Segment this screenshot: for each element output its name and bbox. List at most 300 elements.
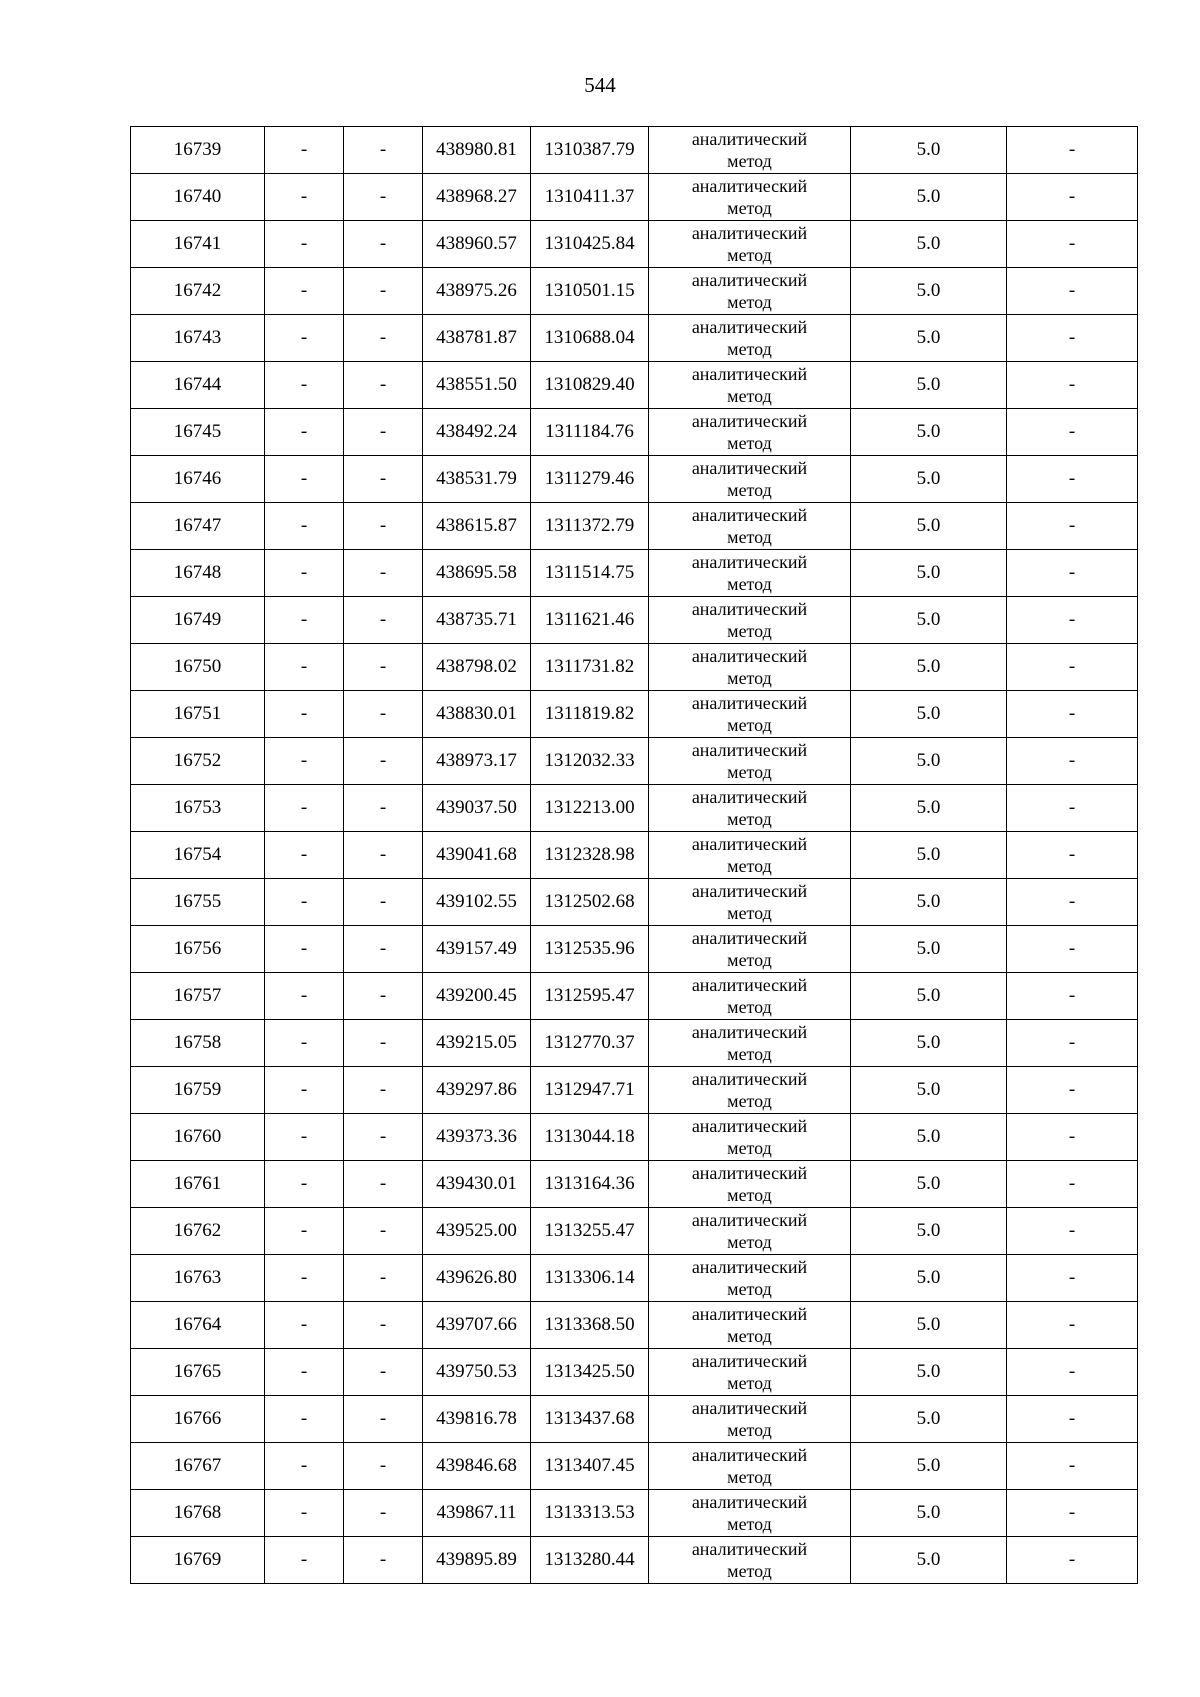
x-coordinate-cell: 438735.71 [423,597,531,644]
method-cell [649,1161,851,1208]
empty-cell-col8: - [1007,127,1138,174]
method-line-2: метод [727,1514,772,1534]
table-body [131,127,1138,1584]
method-line-2: метод [727,1044,772,1064]
x-coordinate-cell: 439430.01 [423,1161,531,1208]
method-line-2: метод [727,480,772,500]
table-row [131,1537,1138,1584]
empty-cell-col3: - [344,738,423,785]
x-coordinate-cell: 438798.02 [423,644,531,691]
point-number-cell: 16756 [131,926,265,973]
method-line-1: аналитический [691,552,808,572]
y-coordinate-cell: 1313044.18 [531,1114,649,1161]
y-coordinate-cell: 1310425.84 [531,221,649,268]
empty-cell-col3: - [344,832,423,879]
empty-cell-col2: - [265,644,344,691]
method-line-2: метод [727,1185,772,1205]
method-line-1: аналитический [691,1069,808,1089]
empty-cell-col2: - [265,785,344,832]
accuracy-cell: 5.0 [851,174,1007,221]
empty-cell-col2: - [265,738,344,785]
x-coordinate-cell: 438781.87 [423,315,531,362]
empty-cell-col8: - [1007,597,1138,644]
method-line-2: метод [727,1279,772,1299]
table-row [131,597,1138,644]
method-line-1: аналитический [691,646,808,666]
table-row [131,1396,1138,1443]
method-cell [649,268,851,315]
y-coordinate-cell: 1313368.50 [531,1302,649,1349]
y-coordinate-cell: 1310501.15 [531,268,649,315]
method-line-2: метод [727,1420,772,1440]
point-number-cell: 16754 [131,832,265,879]
method-line-2: метод [727,997,772,1017]
empty-cell-col3: - [344,315,423,362]
empty-cell-col3: - [344,268,423,315]
empty-cell-col2: - [265,1349,344,1396]
method-line-1: аналитический [691,740,808,760]
method-line-1: аналитический [691,1539,808,1559]
empty-cell-col3: - [344,1349,423,1396]
empty-cell-col8: - [1007,362,1138,409]
table-row [131,1255,1138,1302]
empty-cell-col3: - [344,550,423,597]
empty-cell-col3: - [344,691,423,738]
x-coordinate-cell: 439157.49 [423,926,531,973]
method-line-1: аналитический [691,505,808,525]
empty-cell-col3: - [344,127,423,174]
empty-cell-col3: - [344,597,423,644]
method-cell [649,315,851,362]
table-row [131,315,1138,362]
method-line-1: аналитический [691,1445,808,1465]
y-coordinate-cell: 1312770.37 [531,1020,649,1067]
empty-cell-col2: - [265,127,344,174]
empty-cell-col8: - [1007,315,1138,362]
y-coordinate-cell: 1313425.50 [531,1349,649,1396]
method-line-2: метод [727,856,772,876]
method-line-1: аналитический [691,129,808,149]
empty-cell-col2: - [265,1255,344,1302]
y-coordinate-cell: 1313437.68 [531,1396,649,1443]
table-row [131,1490,1138,1537]
point-number-cell: 16760 [131,1114,265,1161]
y-coordinate-cell: 1310688.04 [531,315,649,362]
empty-cell-col8: - [1007,1067,1138,1114]
empty-cell-col8: - [1007,1020,1138,1067]
accuracy-cell: 5.0 [851,1067,1007,1114]
point-number-cell: 16761 [131,1161,265,1208]
method-line-1: аналитический [691,1492,808,1512]
empty-cell-col3: - [344,1302,423,1349]
accuracy-cell: 5.0 [851,1114,1007,1161]
table-row [131,1349,1138,1396]
empty-cell-col8: - [1007,221,1138,268]
point-number-cell: 16753 [131,785,265,832]
method-line-1: аналитический [691,1257,808,1277]
table-row [131,1208,1138,1255]
method-cell [649,1443,851,1490]
method-line-1: аналитический [691,1210,808,1230]
method-line-2: метод [727,903,772,923]
method-cell [649,785,851,832]
x-coordinate-cell: 438973.17 [423,738,531,785]
table-row [131,268,1138,315]
point-number-cell: 16769 [131,1537,265,1584]
empty-cell-col8: - [1007,1114,1138,1161]
empty-cell-col3: - [344,644,423,691]
point-number-cell: 16747 [131,503,265,550]
method-line-2: метод [727,1138,772,1158]
empty-cell-col3: - [344,1443,423,1490]
empty-cell-col8: - [1007,1255,1138,1302]
method-line-2: метод [727,1373,772,1393]
accuracy-cell: 5.0 [851,221,1007,268]
empty-cell-col2: - [265,268,344,315]
empty-cell-col8: - [1007,973,1138,1020]
method-cell [649,1020,851,1067]
empty-cell-col3: - [344,1255,423,1302]
point-number-cell: 16739 [131,127,265,174]
method-line-2: метод [727,433,772,453]
method-line-1: аналитический [691,270,808,290]
method-line-2: метод [727,151,772,171]
accuracy-cell: 5.0 [851,1255,1007,1302]
empty-cell-col3: - [344,1208,423,1255]
empty-cell-col8: - [1007,691,1138,738]
table-row [131,1302,1138,1349]
point-number-cell: 16741 [131,221,265,268]
accuracy-cell: 5.0 [851,691,1007,738]
accuracy-cell: 5.0 [851,1020,1007,1067]
method-line-2: метод [727,950,772,970]
table-row [131,644,1138,691]
x-coordinate-cell: 439626.80 [423,1255,531,1302]
empty-cell-col3: - [344,221,423,268]
method-cell [649,409,851,456]
x-coordinate-cell: 438980.81 [423,127,531,174]
point-number-cell: 16742 [131,268,265,315]
accuracy-cell: 5.0 [851,1396,1007,1443]
x-coordinate-cell: 438975.26 [423,268,531,315]
method-line-2: метод [727,668,772,688]
y-coordinate-cell: 1311184.76 [531,409,649,456]
table-row [131,362,1138,409]
accuracy-cell: 5.0 [851,1443,1007,1490]
method-cell [649,1537,851,1584]
x-coordinate-cell: 439750.53 [423,1349,531,1396]
x-coordinate-cell: 439525.00 [423,1208,531,1255]
y-coordinate-cell: 1310387.79 [531,127,649,174]
x-coordinate-cell: 438695.58 [423,550,531,597]
point-number-cell: 16752 [131,738,265,785]
y-coordinate-cell: 1313164.36 [531,1161,649,1208]
point-number-cell: 16751 [131,691,265,738]
method-cell [649,879,851,926]
x-coordinate-cell: 439707.66 [423,1302,531,1349]
method-line-1: аналитический [691,787,808,807]
accuracy-cell: 5.0 [851,879,1007,926]
table-row [131,1443,1138,1490]
empty-cell-col3: - [344,456,423,503]
method-cell [649,644,851,691]
method-line-1: аналитический [691,599,808,619]
accuracy-cell: 5.0 [851,550,1007,597]
empty-cell-col2: - [265,1067,344,1114]
empty-cell-col8: - [1007,1490,1138,1537]
x-coordinate-cell: 438551.50 [423,362,531,409]
method-cell [649,1349,851,1396]
empty-cell-col3: - [344,362,423,409]
table-row [131,1020,1138,1067]
method-cell [649,597,851,644]
point-number-cell: 16763 [131,1255,265,1302]
point-number-cell: 16759 [131,1067,265,1114]
empty-cell-col8: - [1007,738,1138,785]
accuracy-cell: 5.0 [851,1208,1007,1255]
point-number-cell: 16745 [131,409,265,456]
method-line-1: аналитический [691,1163,808,1183]
table-row [131,1067,1138,1114]
accuracy-cell: 5.0 [851,644,1007,691]
table-row [131,926,1138,973]
x-coordinate-cell: 438830.01 [423,691,531,738]
accuracy-cell: 5.0 [851,738,1007,785]
y-coordinate-cell: 1313407.45 [531,1443,649,1490]
x-coordinate-cell: 438615.87 [423,503,531,550]
empty-cell-col3: - [344,973,423,1020]
accuracy-cell: 5.0 [851,315,1007,362]
y-coordinate-cell: 1313280.44 [531,1537,649,1584]
y-coordinate-cell: 1312947.71 [531,1067,649,1114]
empty-cell-col2: - [265,1490,344,1537]
method-cell [649,362,851,409]
method-line-2: метод [727,621,772,641]
x-coordinate-cell: 439215.05 [423,1020,531,1067]
y-coordinate-cell: 1312328.98 [531,832,649,879]
empty-cell-col8: - [1007,1208,1138,1255]
method-line-1: аналитический [691,928,808,948]
accuracy-cell: 5.0 [851,926,1007,973]
empty-cell-col3: - [344,785,423,832]
empty-cell-col2: - [265,973,344,1020]
method-line-1: аналитический [691,364,808,384]
point-number-cell: 16744 [131,362,265,409]
point-number-cell: 16758 [131,1020,265,1067]
empty-cell-col2: - [265,1537,344,1584]
method-line-2: метод [727,386,772,406]
empty-cell-col8: - [1007,1349,1138,1396]
method-cell [649,1255,851,1302]
method-line-1: аналитический [691,1022,808,1042]
empty-cell-col2: - [265,691,344,738]
method-line-1: аналитический [691,1116,808,1136]
empty-cell-col8: - [1007,409,1138,456]
method-line-2: метод [727,1326,772,1346]
method-line-2: метод [727,715,772,735]
y-coordinate-cell: 1312595.47 [531,973,649,1020]
table-row [131,691,1138,738]
y-coordinate-cell: 1312213.00 [531,785,649,832]
x-coordinate-cell: 439373.36 [423,1114,531,1161]
point-number-cell: 16743 [131,315,265,362]
method-line-2: метод [727,1561,772,1581]
method-cell [649,127,851,174]
empty-cell-col3: - [344,1396,423,1443]
accuracy-cell: 5.0 [851,597,1007,644]
table-row [131,832,1138,879]
empty-cell-col8: - [1007,644,1138,691]
empty-cell-col8: - [1007,550,1138,597]
method-line-1: аналитический [691,1398,808,1418]
table-row [131,221,1138,268]
y-coordinate-cell: 1311621.46 [531,597,649,644]
table-row [131,456,1138,503]
method-line-1: аналитический [691,693,808,713]
method-line-1: аналитический [691,176,808,196]
x-coordinate-cell: 439037.50 [423,785,531,832]
method-line-1: аналитический [691,1351,808,1371]
method-line-1: аналитический [691,458,808,478]
point-number-cell: 16755 [131,879,265,926]
method-line-2: метод [727,809,772,829]
empty-cell-col3: - [344,926,423,973]
empty-cell-col2: - [265,315,344,362]
accuracy-cell: 5.0 [851,127,1007,174]
table-row [131,879,1138,926]
accuracy-cell: 5.0 [851,1490,1007,1537]
y-coordinate-cell: 1310411.37 [531,174,649,221]
empty-cell-col2: - [265,1396,344,1443]
empty-cell-col8: - [1007,268,1138,315]
method-line-1: аналитический [691,975,808,995]
y-coordinate-cell: 1311514.75 [531,550,649,597]
method-line-2: метод [727,1232,772,1252]
method-cell [649,926,851,973]
empty-cell-col2: - [265,926,344,973]
empty-cell-col8: - [1007,174,1138,221]
y-coordinate-cell: 1310829.40 [531,362,649,409]
accuracy-cell: 5.0 [851,1537,1007,1584]
y-coordinate-cell: 1311372.79 [531,503,649,550]
y-coordinate-cell: 1311819.82 [531,691,649,738]
empty-cell-col2: - [265,503,344,550]
empty-cell-col2: - [265,1020,344,1067]
x-coordinate-cell: 439846.68 [423,1443,531,1490]
point-number-cell: 16740 [131,174,265,221]
method-line-1: аналитический [691,223,808,243]
accuracy-cell: 5.0 [851,832,1007,879]
x-coordinate-cell: 439895.89 [423,1537,531,1584]
table-row [131,785,1138,832]
x-coordinate-cell: 438968.27 [423,174,531,221]
empty-cell-col8: - [1007,1443,1138,1490]
method-line-2: метод [727,574,772,594]
method-cell [649,973,851,1020]
page-number: 544 [584,73,616,97]
empty-cell-col8: - [1007,1161,1138,1208]
empty-cell-col2: - [265,597,344,644]
x-coordinate-cell: 438531.79 [423,456,531,503]
table-row [131,174,1138,221]
empty-cell-col2: - [265,221,344,268]
method-line-2: метод [727,245,772,265]
accuracy-cell: 5.0 [851,503,1007,550]
table-row [131,973,1138,1020]
empty-cell-col8: - [1007,1396,1138,1443]
y-coordinate-cell: 1311279.46 [531,456,649,503]
point-number-cell: 16762 [131,1208,265,1255]
empty-cell-col8: - [1007,879,1138,926]
x-coordinate-cell: 439102.55 [423,879,531,926]
accuracy-cell: 5.0 [851,362,1007,409]
point-number-cell: 16767 [131,1443,265,1490]
point-number-cell: 16766 [131,1396,265,1443]
empty-cell-col8: - [1007,832,1138,879]
x-coordinate-cell: 439816.78 [423,1396,531,1443]
method-cell [649,738,851,785]
empty-cell-col2: - [265,1161,344,1208]
method-line-1: аналитический [691,881,808,901]
empty-cell-col3: - [344,1537,423,1584]
accuracy-cell: 5.0 [851,409,1007,456]
method-line-2: метод [727,198,772,218]
y-coordinate-cell: 1312535.96 [531,926,649,973]
empty-cell-col8: - [1007,456,1138,503]
table-row [131,127,1138,174]
empty-cell-col2: - [265,1302,344,1349]
empty-cell-col2: - [265,1208,344,1255]
empty-cell-col3: - [344,1020,423,1067]
x-coordinate-cell: 439200.45 [423,973,531,1020]
point-number-cell: 16750 [131,644,265,691]
method-line-2: метод [727,762,772,782]
y-coordinate-cell: 1313255.47 [531,1208,649,1255]
accuracy-cell: 5.0 [851,1161,1007,1208]
x-coordinate-cell: 439041.68 [423,832,531,879]
y-coordinate-cell: 1312032.33 [531,738,649,785]
empty-cell-col2: - [265,1443,344,1490]
empty-cell-col8: - [1007,785,1138,832]
coordinates-table [130,126,1138,1584]
x-coordinate-cell: 439297.86 [423,1067,531,1114]
y-coordinate-cell: 1313313.53 [531,1490,649,1537]
accuracy-cell: 5.0 [851,1349,1007,1396]
method-line-1: аналитический [691,411,808,431]
method-line-1: аналитический [691,1304,808,1324]
empty-cell-col8: - [1007,1537,1138,1584]
method-cell [649,174,851,221]
accuracy-cell: 5.0 [851,1302,1007,1349]
accuracy-cell: 5.0 [851,268,1007,315]
method-line-2: метод [727,527,772,547]
method-line-1: аналитический [691,834,808,854]
y-coordinate-cell: 1311731.82 [531,644,649,691]
point-number-cell: 16765 [131,1349,265,1396]
y-coordinate-cell: 1312502.68 [531,879,649,926]
empty-cell-col3: - [344,409,423,456]
point-number-cell: 16768 [131,1490,265,1537]
empty-cell-col2: - [265,409,344,456]
method-line-2: метод [727,292,772,312]
point-number-cell: 16749 [131,597,265,644]
method-cell [649,503,851,550]
method-cell [649,1490,851,1537]
method-cell [649,456,851,503]
method-cell [649,550,851,597]
accuracy-cell: 5.0 [851,785,1007,832]
empty-cell-col8: - [1007,503,1138,550]
